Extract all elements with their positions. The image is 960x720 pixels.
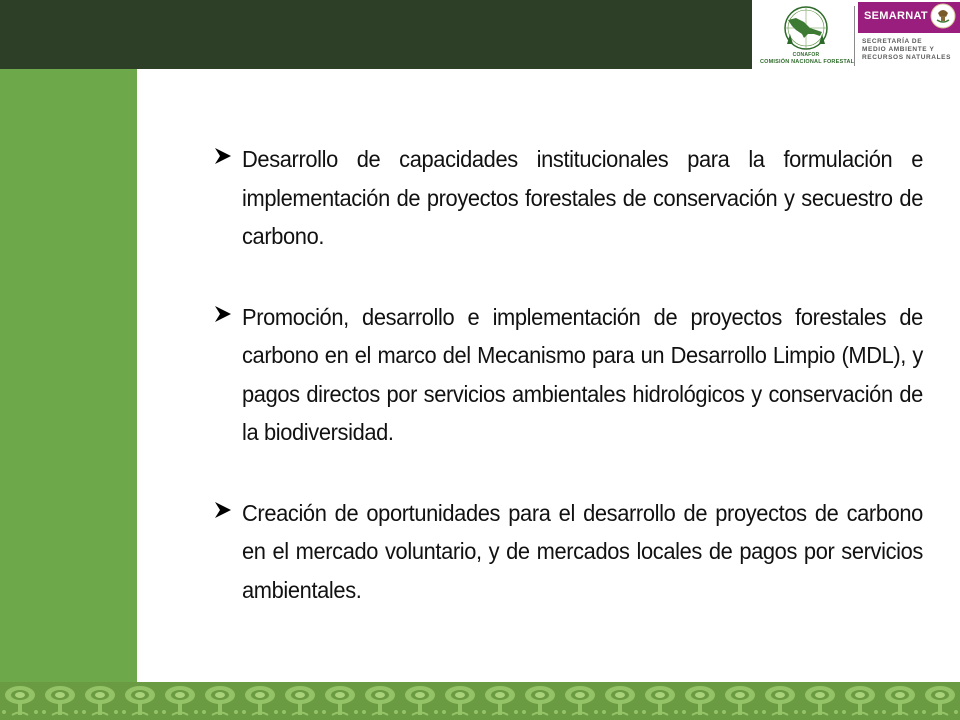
list-item [212,494,923,610]
arrow-bullet-icon [212,499,234,521]
left-sidebar-band [0,69,137,682]
secretaria-text [862,38,958,62]
mexico-seal-icon [930,3,956,29]
arrow-bullet-icon [212,145,234,167]
conafor-small-label: CONAFOR [792,52,820,58]
conafor-emblem-icon [776,4,836,54]
bullet-text: Promoción, desarrollo e implementación de proyectos forestales de carbono en el marco del Mecanismo para un Desarrollo Limpio (MDL), y pagos directos por servicios ambientales hidrológicos y conservación de la biodiversidad. [242,303,923,445]
tree-pattern-icon [0,682,960,720]
list-item [212,298,923,452]
bullet-text: Desarrollo de capacidades institucionales para la formulación e implementación de proyectos forestales de conservación y secuestro de carbono. [242,146,923,249]
bullet-list [212,140,923,651]
logo-divider [854,6,855,66]
conafor-logo [760,4,855,66]
arrow-bullet-icon [212,303,234,325]
secretaria-line: SECRETARÍA DE [862,38,923,45]
list-item [212,140,923,256]
bullet-text: Creación de oportunidades para el desarrollo de proyectos de carbono en el mercado voluntario, y de mercados locales de pagos por servicios ambientales. [242,499,923,603]
conafor-caption: COMISIÓN NACIONAL FORESTAL [760,59,855,65]
semarnat-label: SEMARNAT [864,10,928,22]
secretaria-line: MEDIO AMBIENTE Y [862,46,935,53]
secretaria-line: RECURSOS NATURALES [862,54,952,61]
footer-tree-pattern [0,682,960,720]
